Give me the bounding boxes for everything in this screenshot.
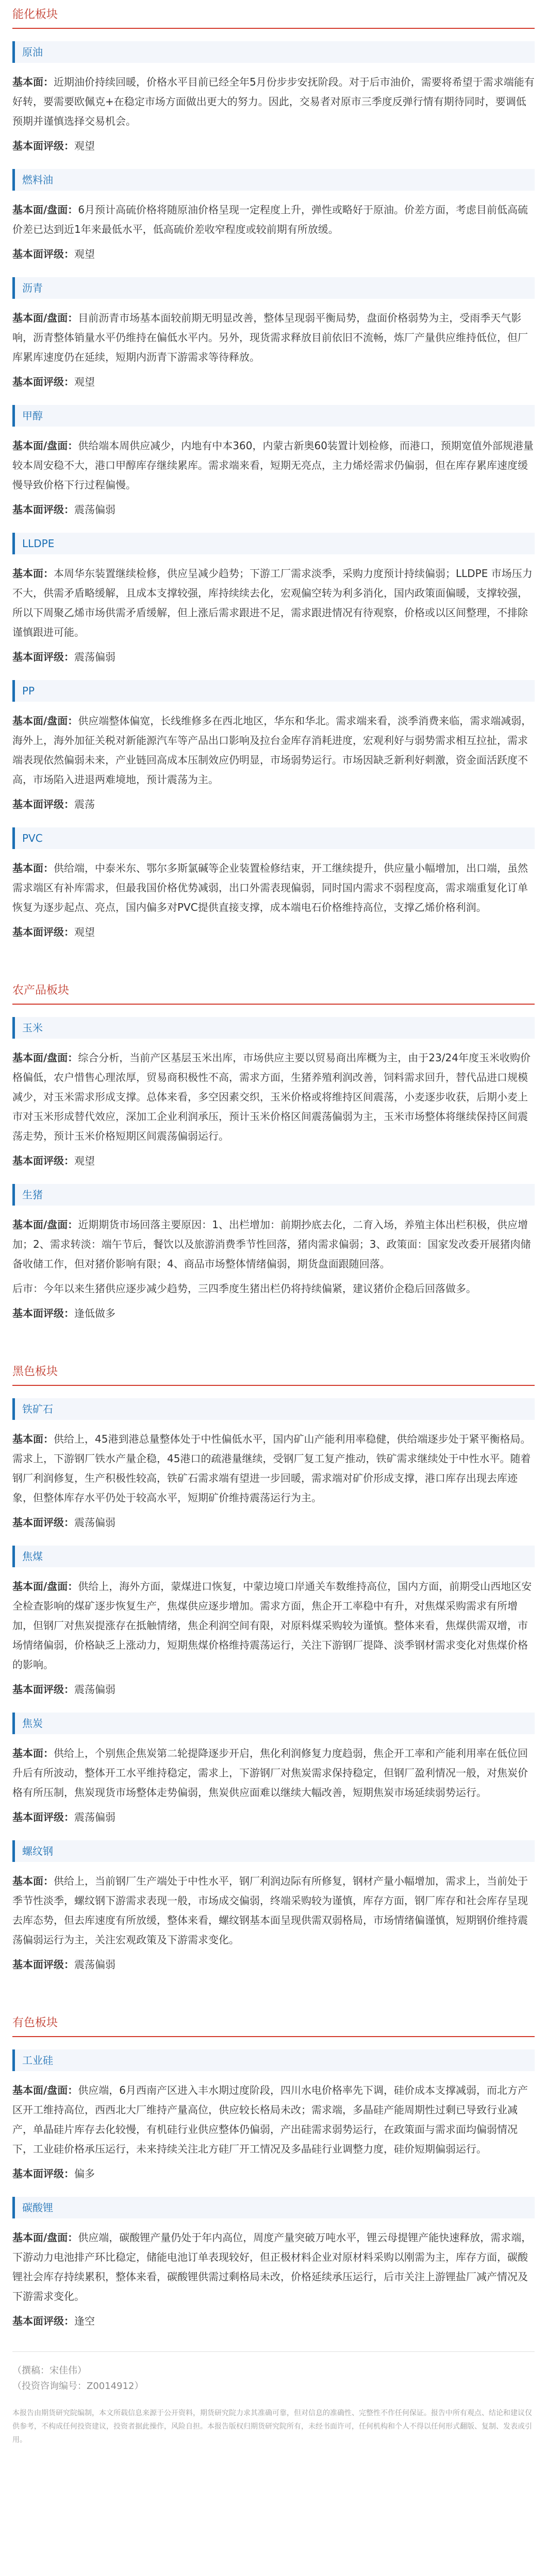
- section-nonferrous: [12, 2008, 535, 2331]
- rating-label: 基本面评级：: [12, 1811, 74, 1823]
- fundamental-paragraph: [12, 200, 535, 239]
- fundamental-paragraph: [12, 1871, 535, 1950]
- fundamental-label: 基本面/盘面：: [12, 1218, 78, 1231]
- disclaimer-text: 本报告由期货研究院编制，本文所载信息来源于公开资料，期货研究院力求其准确可靠，但对信息的准确性、完整性不作任何保证。报告中所有观点、结论和建议仅供参考，不构成任何投资建议，投资者据此操作，风险自担。本报告版权归期货研究院所有，未经书面许可，任何机构和个人不得以任何形式翻版、复制、发表或引用。: [12, 2409, 532, 2444]
- fundamental-text: 综合分析，当前产区基层玉米出库，市场供应主要以贸易商出库概为主，由于23/24年度玉米收购价格偏低，农户惜售心理浓厚，贸易商积极性不高，需求方面，生猪养殖利润改善，饲料需求回升，替代品进口规模减少，对玉米需求形成支撑。总体来看，多空因素交织，玉米价格或将维持区间震荡，小麦逐步收获，后期小麦上市对玉米形成替代效应，深加工企业利润承压，预计玉米价格区间震荡偏弱为主，玉米市场整体将继续保持区间震荡走势，预计玉米价格短期区间震荡偏弱运行。: [12, 1052, 531, 1142]
- section-title: 农产品板块: [12, 984, 70, 997]
- item-heading: 螺纹钢: [12, 1840, 535, 1862]
- fundamental-label: 基本面/盘面：: [12, 1580, 78, 1592]
- fundamental-label: 基本面：: [12, 862, 54, 874]
- fundamental-paragraph: [12, 1429, 535, 1507]
- section-title: 黑色板块: [12, 1365, 58, 1378]
- fundamental-label: 基本面/盘面：: [12, 1052, 78, 1064]
- fundamental-label: 基本面：: [12, 1875, 54, 1887]
- fundamental-text: 供给端，中泰米东、鄂尔多斯氯碱等企业装置检修结束，开工继续提升，供应量小幅增加，出口端，虽然需求端区有补库需求，但最我国价格优势减弱，出口外需表现偏弱，同时国内需求不弱程度高，需求端重复化订单恢复为逐步起点、亮点，国内偏多对PVC提供直接支撑，成本端电石价格维持高位，支撑乙烯价格利润。: [12, 862, 528, 913]
- rating-value: 震荡: [74, 798, 95, 810]
- fundamental-text: 近期油价持续回暖，价格水平目前已经全年5月份步步安抚阶段。对于后市油价，需要将希望于需求端能有好转，要需要欧佩克+在稳定市场方面做出更大的努力。因此，交易者对原市三季度反弹行情有期待同时，要调低预期并谨慎选择交易机会。: [12, 76, 535, 127]
- fundamental-text: 目前沥青市场基本面较前期无明显改善，整体呈现弱平衡局势，盘面价格弱势为主，受雨季天气影响，沥青整体销量水平仍维持在偏低水平内。另外，现货需求释放目前依旧不流畅，炼厂产量供应维持低位，但厂库累库速度仍在延续，短期内沥青下游需求等待释放。: [12, 312, 528, 363]
- rating-label: 基本面评级：: [12, 1958, 74, 1971]
- rating-line: [12, 136, 535, 156]
- rating-value: 震荡偏弱: [74, 1516, 115, 1529]
- rating-line: [12, 2311, 535, 2331]
- rating-line: [12, 1151, 535, 1171]
- item-pp: [12, 680, 535, 814]
- fundamental-paragraph: [12, 1577, 535, 1674]
- item-methanol: [12, 405, 535, 519]
- item-heading: 碳酸锂: [12, 2197, 535, 2218]
- rating-value: 震荡偏弱: [74, 503, 115, 516]
- fundamental-paragraph: [12, 711, 535, 789]
- fundamental-text: 供给端本周供应减少，内地有中本360，内蒙古新奥60装置计划检修，而港口，预期宽值外部规港量较本周安稳不大，港口甲醇库存继续累库。需求端来看，短期无亮点，主力烯烃需求仍偏弱，但在库存累库速度缓慢导致价格下行过程偏慢。: [12, 439, 534, 491]
- item-heading: 沥青: [12, 277, 535, 299]
- item-heading: PVC: [12, 827, 535, 849]
- fundamental-text: 供应端，碳酸锂产量仍处于年内高位，周度产量突破万吨水平，锂云母提锂产能快速释放，需求端，下游动力电池排产环比稳定，储能电池订单表现较好，但正极材料企业对原材料采购以刚需为主，库存方面，碳酸锂社会库存持续累积，整体来看，碳酸锂供需过剩格局未改，价格延续承压运行，后市关注上游锂盐厂减产情况及下游需求变化。: [12, 2231, 532, 2302]
- rating-label: 基本面评级：: [12, 1683, 74, 1696]
- fundamental-text: 供给上，个别焦企焦炭第二轮提降逐步开启，焦化利润修复力度趋弱，焦企开工率和产能利用率在低位回升后有所波动，整体开工水平维持稳定，需求上，下游钢厂对焦炭需求保持稳定，但钢厂盈利情况一般，对焦炭价格有所压制，焦炭现货市场整体走势偏弱，焦炭供应面难以继续大幅改善，短期焦炭市场延续弱势运行。: [12, 1747, 528, 1799]
- item-heading: 焦炭: [12, 1713, 535, 1734]
- section-title: 能化板块: [12, 8, 58, 21]
- section-energy-chem: [12, 0, 535, 942]
- rating-label: 基本面评级：: [12, 140, 74, 152]
- fundamental-label: 基本面：: [12, 76, 54, 88]
- rating-value: 观望: [74, 140, 95, 152]
- fundamental-label: 基本面：: [12, 567, 54, 580]
- fundamental-label: 基本面/盘面：: [12, 312, 78, 324]
- rating-value: 震荡偏弱: [74, 1958, 115, 1971]
- rating-line: [12, 1807, 535, 1827]
- fundamental-paragraph: [12, 2228, 535, 2306]
- section-divider: [12, 1385, 535, 1386]
- author-line: （撰稿：宋佳伟）: [12, 2365, 87, 2376]
- fundamental-text: 供应端整体偏宽，长线维修多在西北地区，华东和华北。需求端来看，淡季消费来临，需求端减弱，海外上，海外加征关税对新能源汽车等产品出口影响及拉台金库存消耗进度，宏观利好与弱势需求相互拉扯，需求端表现依然偏弱未来，产业链回高成本压制效应仍明显，市场弱势运行。市场因缺乏新利好刺激，资金面活跃度不高，市场陷入进退两难境地，预计震荡为主。: [12, 715, 532, 786]
- fundamental-text: 本周华东装置继续检修，供应呈减少趋势；下游工厂需求淡季，采购力度预计持续偏弱；LLDPE 市场压力不大，供需矛盾略缓解，且成本支撑较强，库持续续去化，宏观偏空转为利多消化，国内政策面偏暖，支撑较强，所以下周聚乙烯市场供需矛盾缓解，但上涨后需求跟进不足，需求跟进情况有待观察，价格或以区间整理，不排除谨慎跟进可能。: [12, 567, 533, 638]
- item-coke: [12, 1713, 535, 1827]
- footer-divider: [12, 2351, 535, 2352]
- fundamental-paragraph: [12, 72, 535, 131]
- rating-line: [12, 372, 535, 392]
- item-heading: LLDPE: [12, 533, 535, 554]
- item-heading: 铁矿石: [12, 1398, 535, 1420]
- item-heading: 燃料油: [12, 169, 535, 191]
- fundamental-text: 6月预计高硫价格将随原油价格呈现一定程度上升，弹性或略好于原油。价差方面，考虑目前低高硫价差已达到近1年来最低水平，低高硫价差收窄程度或较前期有所放缓。: [12, 204, 528, 235]
- outlook-paragraph: 后市：今年以来生猪供应逐步减少趋势，三四季度生猪出栏仍将持续偏紧，建议猪价企稳后回落做多。: [12, 1282, 476, 1295]
- rating-label: 基本面评级：: [12, 1155, 74, 1167]
- fundamental-label: 基本面/盘面：: [12, 439, 78, 452]
- item-live-hog: [12, 1184, 535, 1323]
- rating-value: 观望: [74, 248, 95, 260]
- rating-line: [12, 1513, 535, 1532]
- rating-label: 基本面评级：: [12, 2315, 74, 2327]
- fundamental-label: 基本面：: [12, 1747, 54, 1759]
- fundamental-paragraph: [12, 1048, 535, 1146]
- item-heading: 生猪: [12, 1184, 535, 1206]
- item-corn: [12, 1017, 535, 1171]
- fundamental-text: 供给上，当前钢厂生产端处于中性水平，钢厂利润边际有所修复，钢材产量小幅增加，需求上，当前处于季节性淡季，螺纹钢下游需求表现一般，市场成交偏弱，终端采购较为谨慎，库存方面，钢厂库存和社会库存呈现去库态势，但去库速度有所放缓，整体来看，螺纹钢基本面呈现供需双弱格局，市场情绪偏谨慎，短期钢价维持震荡偏弱运行为主，关注宏观政策及下游需求变化。: [12, 1875, 528, 1946]
- rating-line: [12, 500, 535, 519]
- rating-label: 基本面评级：: [12, 2167, 74, 2180]
- item-lldpe: [12, 533, 535, 667]
- rating-value: 逢空: [74, 2315, 95, 2327]
- rating-value: 观望: [74, 1155, 95, 1167]
- fundamental-text: 供给上，45港到港总量整体处于中性偏低水平，国内矿山产能利用率稳健，供给端逐步处于紧平衡格局。需求上，下游钢厂铁水产量企稳，45港口的疏港量继续，受钢厂复工复产推动，铁矿需求继续处于中性水平。随着钢厂利润修复，生产积极性较高，铁矿石需求端有望进一步回暖，需求端对矿价形成支撑，港口库存出现去库迹象，但整体库存水平仍处于较高水平，短期矿价维持震荡运行为主。: [12, 1433, 531, 1504]
- item-heading: 工业硅: [12, 2049, 535, 2071]
- item-fuel-oil: [12, 169, 535, 264]
- rating-value: 震荡偏弱: [74, 1811, 115, 1823]
- rating-line: [12, 1680, 535, 1699]
- item-heading: 原油: [12, 41, 535, 63]
- rating-label: 基本面评级：: [12, 376, 74, 388]
- rating-label: 基本面评级：: [12, 503, 74, 516]
- fundamental-paragraph: [12, 308, 535, 367]
- fundamental-paragraph: [12, 436, 535, 495]
- section-agriculture: [12, 976, 535, 1323]
- rating-line: [12, 647, 535, 667]
- rating-line: [12, 1955, 535, 1974]
- rating-value: 逢低做多: [74, 1307, 115, 1319]
- fundamental-text: 供应端，6月西南产区进入丰水期过度阶段，四川水电价格率先下调，硅价成本支撑减弱，而北方产区开工维持高位，西西北大厂维持产量高位，供应较长格局未改；需求端，多晶硅产能周期性过剩已导致行业减产，单晶硅片库存去化较慢，有机硅行业供应整体仍偏弱，产出硅需求弱势运行，在政策面与需求面均偏弱情况下，工业硅价格承压运行，未来持续关注北方硅厂开工情况及多晶硅行业调整力度，硅价短期偏弱运行。: [12, 2084, 528, 2155]
- rating-label: 基本面评级：: [12, 248, 74, 260]
- rating-label: 基本面评级：: [12, 1516, 74, 1529]
- section-divider: [12, 1004, 535, 1005]
- rating-line: [12, 2164, 535, 2183]
- fundamental-text: 供给上，海外方面，蒙煤进口恢复，中蒙边境口岸通关车数维持高位，国内方面，前期受山西地区安全检查影响的煤矿逐步恢复生产，焦煤供应逐步增加。需求方面，焦企开工率稳中有升，对焦煤采购需求有所增加，但钢厂对焦炭提涨存在抵触情绪，焦企利润空间有限，对原料煤采购较为谨慎。整体来看，焦煤供需双增，市场情绪偏弱，价格缺乏上涨动力，短期焦煤价格维持震荡运行，关注下游钢厂提降、淡季钢材需求变化对焦煤价格的影响。: [12, 1580, 532, 1671]
- fundamental-label: 基本面：: [12, 1433, 54, 1445]
- section-divider: [12, 2036, 535, 2037]
- item-industrial-silicon: [12, 2049, 535, 2183]
- fundamental-paragraph: [12, 1743, 535, 1802]
- fundamental-label: 基本面/盘面：: [12, 2231, 78, 2244]
- section-divider: [12, 28, 535, 29]
- rating-line: [12, 1303, 535, 1323]
- rating-label: 基本面评级：: [12, 798, 74, 810]
- item-coking-coal: [12, 1546, 535, 1699]
- fundamental-paragraph: [12, 2080, 535, 2159]
- item-iron-ore: [12, 1398, 535, 1532]
- item-heading: 焦煤: [12, 1546, 535, 1567]
- fundamental-paragraph: [12, 858, 535, 917]
- fundamental-label: 基本面/盘面：: [12, 2084, 78, 2096]
- item-rebar: [12, 1840, 535, 1974]
- fundamental-label: 基本面/盘面：: [12, 204, 78, 216]
- rating-value: 偏多: [74, 2167, 95, 2180]
- section-ferrous: [12, 1357, 535, 1974]
- fundamental-text: 近期期货市场回落主要原因：1、出栏增加：前期抄底去化，二育入场，养殖主体出栏积极，供应增加；2、需求转淡：端午节后，餐饮以及旅游消费季节性回落，猪肉需求偏弱；3、政策面：国家发改委开展猪肉储备收储工作，但对猪价影响有限；4、商品市场整体情绪偏弱，期货盘面跟随回落。: [12, 1218, 531, 1270]
- rating-label: 基本面评级：: [12, 651, 74, 663]
- section-title: 有色板块: [12, 2016, 58, 2029]
- fundamental-paragraph: [12, 1215, 535, 1274]
- license-line: （投资咨询编号：Z0014912）: [12, 2381, 144, 2392]
- fundamental-label: 基本面/盘面：: [12, 715, 78, 727]
- rating-value: 观望: [74, 376, 95, 388]
- rating-value: 震荡偏弱: [74, 1683, 115, 1696]
- rating-value: 震荡偏弱: [74, 651, 115, 663]
- rating-line: [12, 794, 535, 814]
- rating-label: 基本面评级：: [12, 1307, 74, 1319]
- item-crude-oil: [12, 41, 535, 156]
- rating-label: 基本面评级：: [12, 926, 74, 938]
- rating-line: [12, 244, 535, 264]
- fundamental-paragraph: [12, 564, 535, 642]
- rating-line: [12, 922, 535, 942]
- item-asphalt: [12, 277, 535, 392]
- item-heading: 甲醇: [12, 405, 535, 427]
- item-heading: 玉米: [12, 1017, 535, 1039]
- item-heading: PP: [12, 680, 535, 702]
- item-lithium-carbonate: [12, 2197, 535, 2331]
- item-pvc: [12, 827, 535, 942]
- rating-value: 观望: [74, 926, 95, 938]
